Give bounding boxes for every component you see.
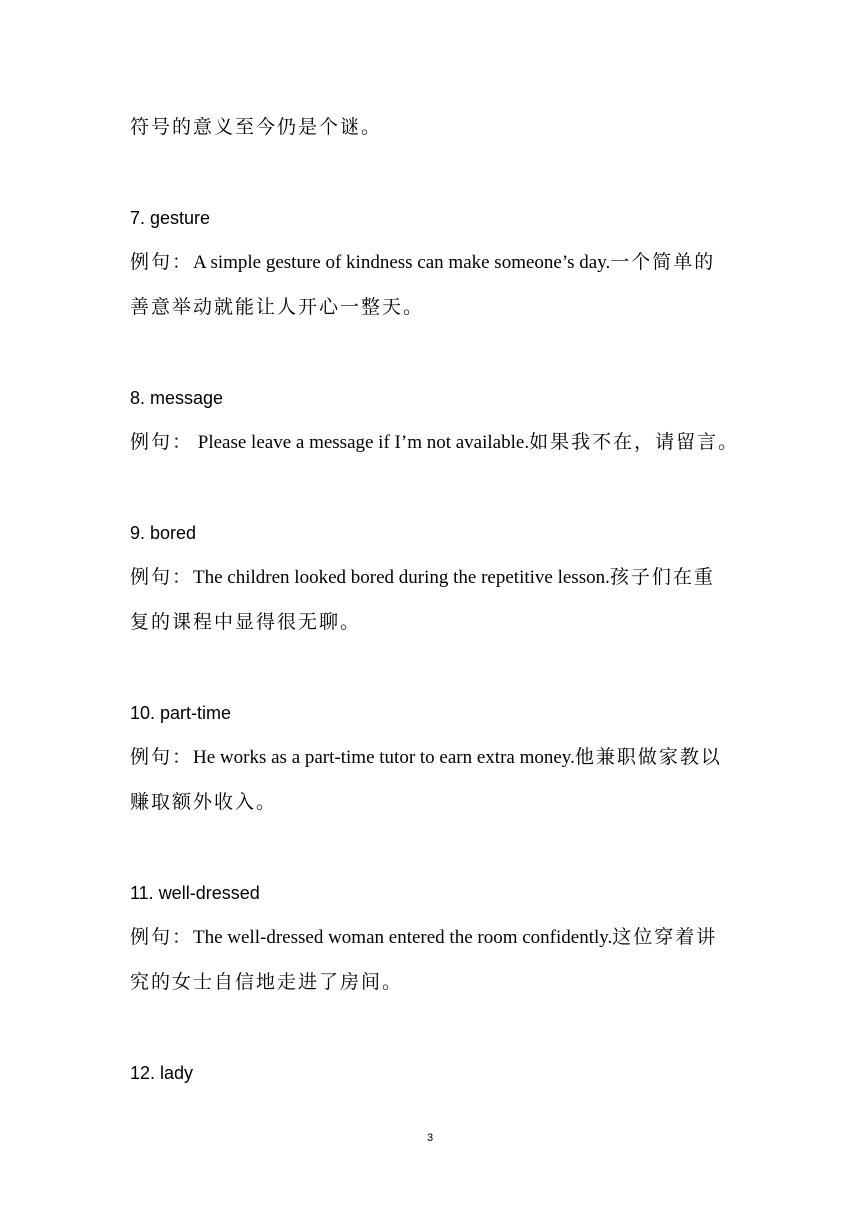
example-chinese: 这位穿着讲	[612, 927, 718, 948]
text-line	[130, 791, 740, 815]
page-number: 3	[426, 1132, 434, 1144]
cn-text: 符号的意义至今仍是个谜。	[130, 117, 383, 138]
example-label: 例句：	[130, 567, 194, 588]
vocab-heading-text: 11. well-dressed	[130, 883, 260, 903]
example-english: The children looked bored during the repetitive lesson.	[193, 567, 610, 588]
vocab-heading	[130, 386, 740, 410]
cn-text: 复的课程中显得很无聊。	[130, 612, 362, 633]
example-label: 例句：	[130, 927, 194, 948]
cn-text: 赚取额外收入。	[130, 792, 278, 813]
text-line	[130, 971, 740, 995]
example-sentence	[130, 431, 740, 455]
vocab-heading	[130, 881, 740, 905]
vocab-heading-text: 9. bored	[130, 523, 197, 543]
cn-text: 善意举动就能让人开心一整天。	[130, 297, 425, 318]
example-english: A simple gesture of kindness can make someone’s day.	[193, 252, 611, 273]
vocab-heading-text: 12. lady	[130, 1063, 194, 1083]
vocab-heading-text: 7. gesture	[130, 208, 211, 228]
example-chinese: 如果我不在，请留言。	[529, 432, 740, 453]
example-sentence	[130, 251, 740, 275]
example-label: 例句：	[130, 432, 194, 453]
text-line	[130, 116, 740, 140]
vocab-heading-text: 10. part-time	[130, 703, 232, 723]
example-english: Please leave a message if I’m not available.	[193, 432, 530, 453]
example-sentence	[130, 926, 740, 950]
example-chinese: 他兼职做家教以	[574, 747, 722, 768]
text-line	[130, 611, 740, 635]
vocab-heading	[130, 1061, 740, 1085]
example-chinese: 孩子们在重	[609, 567, 715, 588]
example-sentence	[130, 746, 740, 770]
vocab-heading	[130, 521, 740, 545]
vocab-heading	[130, 701, 740, 725]
example-english: He works as a part-time tutor to earn extra money.	[193, 747, 575, 768]
example-sentence	[130, 566, 740, 590]
example-chinese: 一个简单的	[610, 252, 716, 273]
example-english: The well-dressed woman entered the room confidently.	[193, 927, 613, 948]
vocab-heading	[130, 206, 740, 230]
example-label: 例句：	[130, 747, 194, 768]
text-line	[130, 296, 740, 320]
vocab-heading-text: 8. message	[130, 388, 224, 408]
cn-text: 究的女士自信地走进了房间。	[130, 972, 404, 993]
example-label: 例句：	[130, 252, 194, 273]
